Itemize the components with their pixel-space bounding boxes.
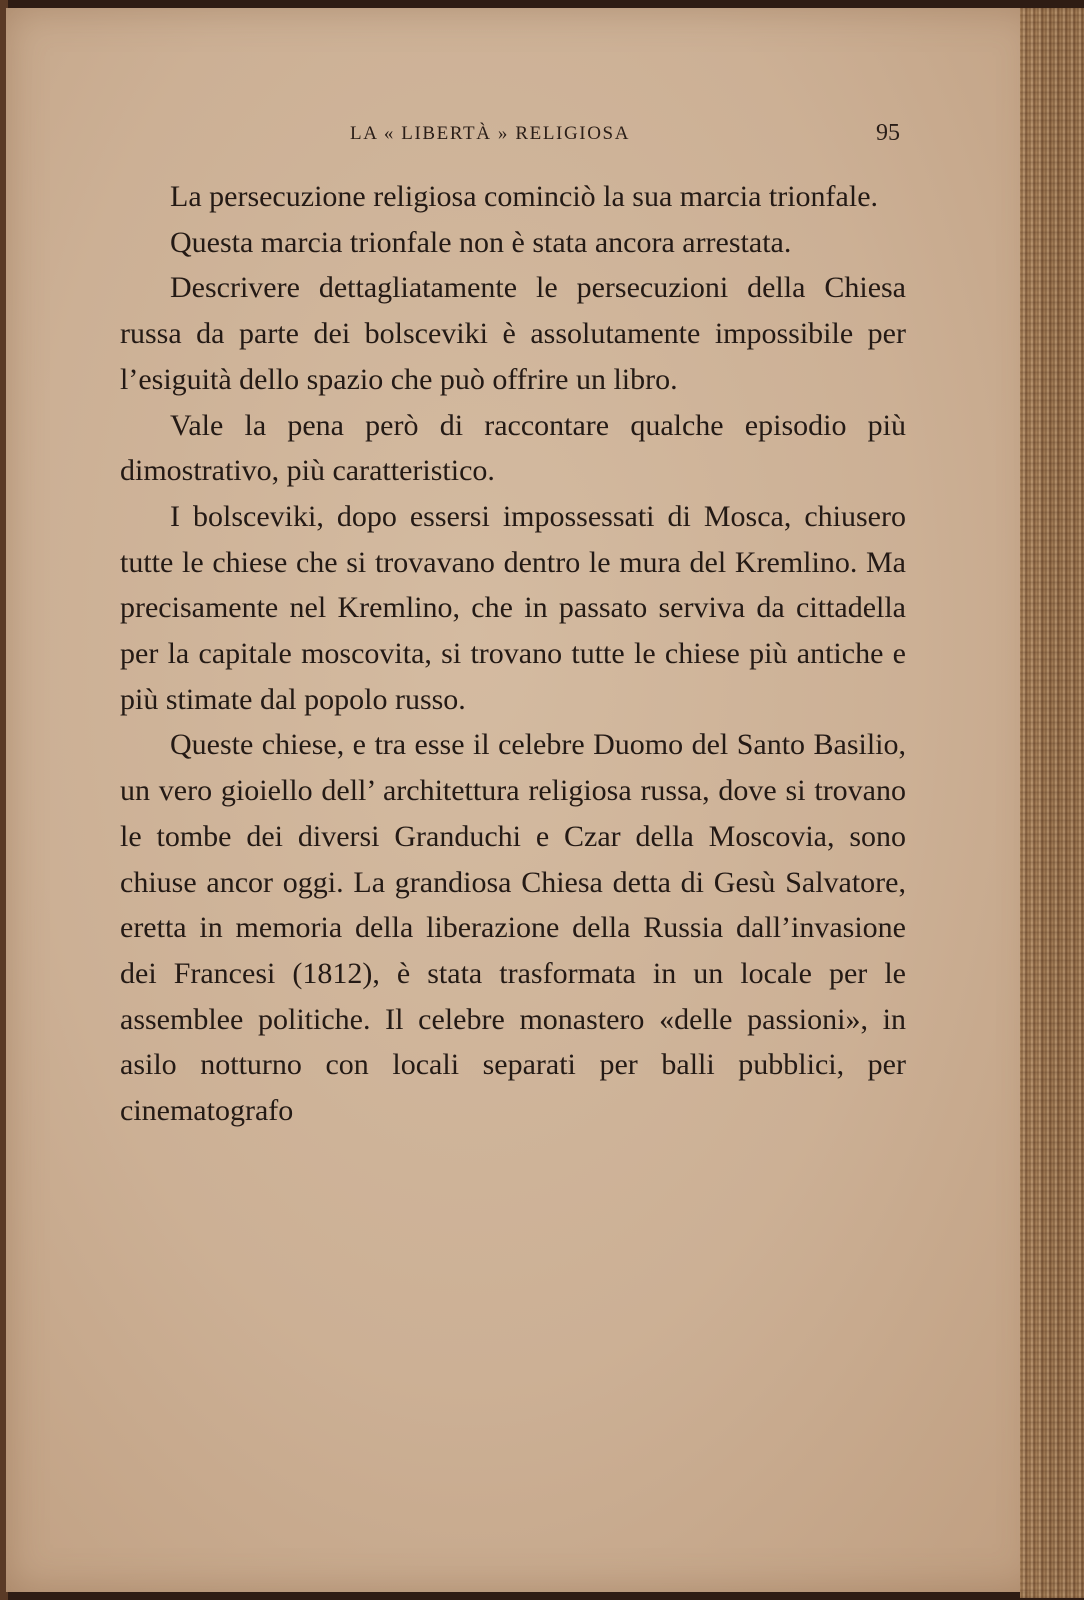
body-text (120, 174, 906, 1134)
paragraph: La persecuzione religiosa cominciò la sua marcia trionfale. (170, 180, 879, 213)
paragraph: Questa marcia trionfale non è stata ancora arrestata. (170, 225, 792, 259)
page-header (120, 120, 900, 150)
paragraph: Vale la pena però di raccontare qualche episodio più dimostrativo, più caratteristico. (120, 408, 906, 488)
running-title: LA « LIBERTÀ » RELIGIOSA (350, 123, 631, 144)
paragraph: I bolsceviki, dopo essersi impossessati di Mosca, chiusero tutte le chiese che si trovavano dentro le mura del Kremlino. Ma precisamente nel Kremlino, che in passato serviva da cittadella per la capitale moscovita, si trovano tutte le chiese più antiche e più stimate dal popolo russo. (120, 499, 906, 716)
paragraph: Descrivere dettagliatamente le persecuzioni della Chiesa russa da parte dei bolsceviki è assolutamente impossibile per l’esiguità dello spazio che può offrire un libro. (120, 271, 906, 396)
page-number: 95 (876, 120, 900, 146)
paragraph: Queste chiese, e tra esse il celebre Duomo del Santo Basilio, un vero gioiello dell’ architettura religiosa russa, dove si trovano le tombe dei diversi Granduchi e Czar della Moscovia, sono chiuse ancor oggi. La grandiosa Chiesa detta di Gesù Salvatore, eretta in memoria della liberazione della Russia dall’invasione dei Francesi (1812), è stata trasformata in un locale per le assemblee politiche. Il celebre monastero «delle passioni», in asilo notturno con locali separati per balli pubblici, per cinematografo (120, 728, 906, 1128)
page-stack-shading (1020, 8, 1084, 1598)
